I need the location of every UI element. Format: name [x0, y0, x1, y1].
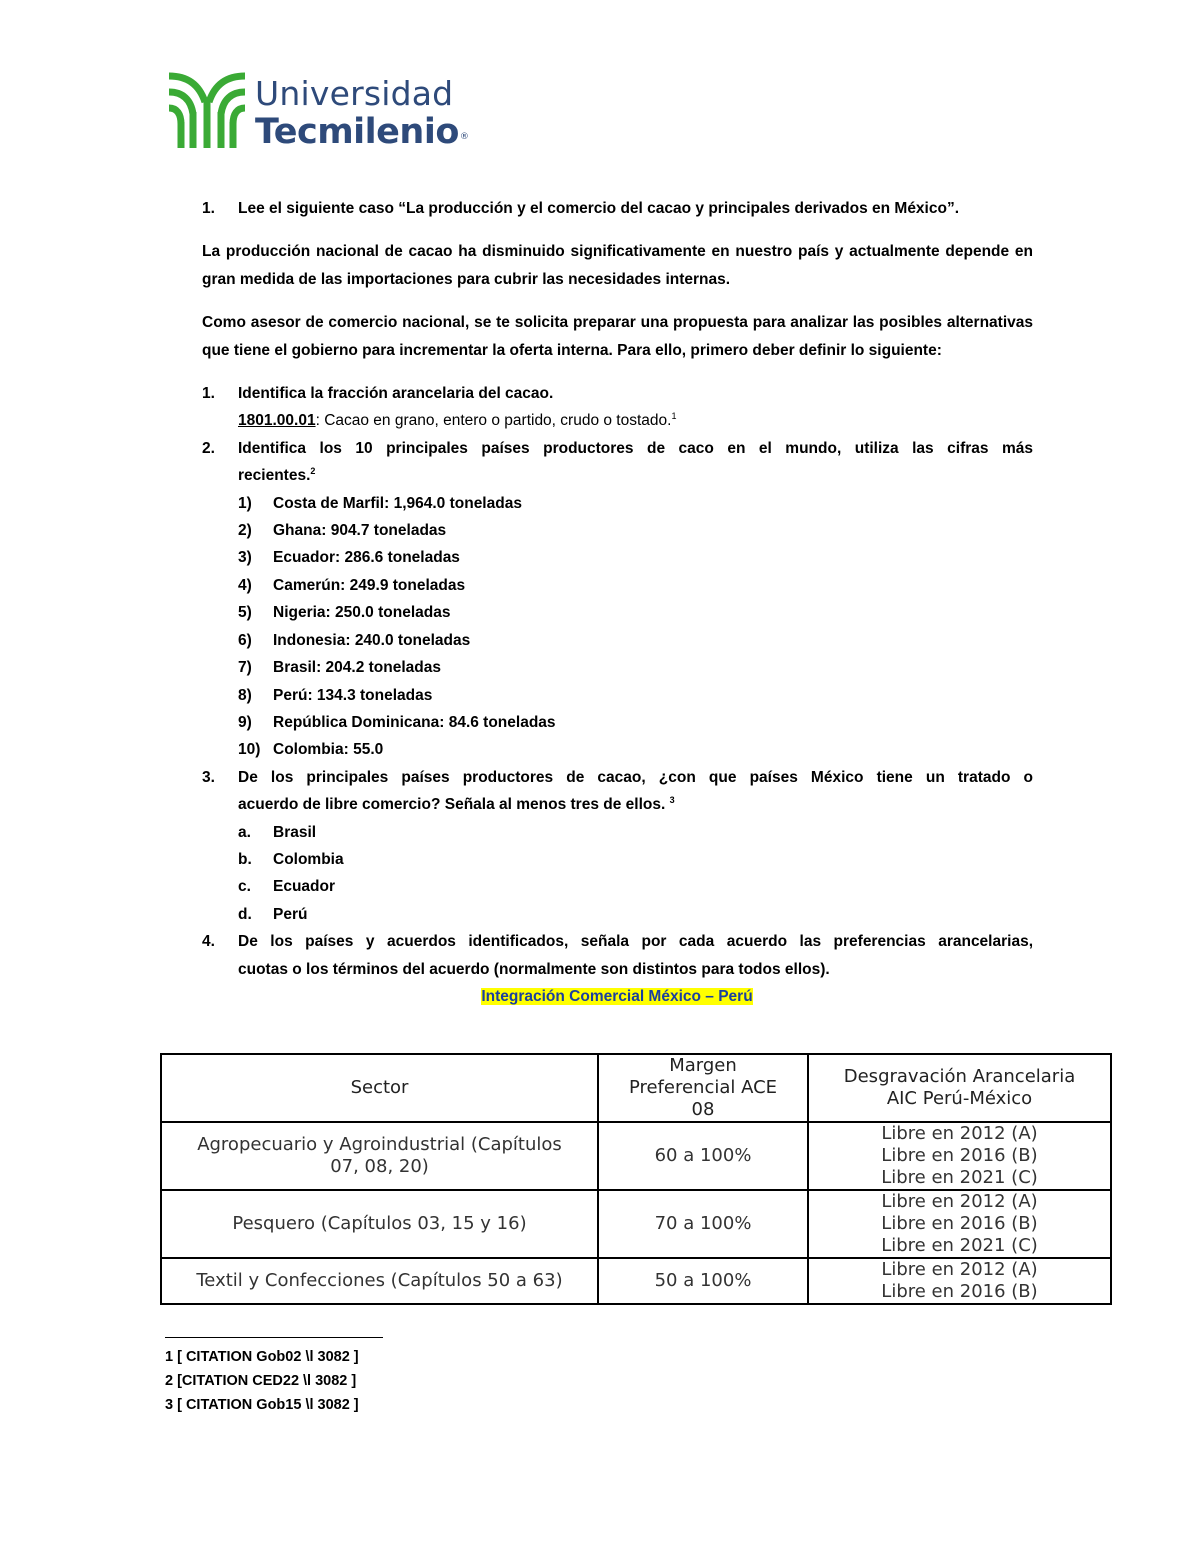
question-3-cont: acuerdo de libre comercio? Señala al menos tres de ellos. $^3$ — [238, 794, 675, 814]
list-item: 2) Ghana: 904.7 toneladas — [238, 522, 447, 540]
list-item: a. Brasil — [238, 823, 317, 841]
question-2-cont: recientes.$^2$ — [238, 466, 316, 485]
cell-sector: Pesquero (Capítulos 03, 15 y 16) — [161, 1190, 598, 1258]
list-item: 4) Camerún: 249.9 toneladas — [238, 576, 466, 594]
footnote-2: 2 [CITATION CED22 \l 3082 ] — [165, 1373, 357, 1389]
task-1: 1. Lee el siguiente caso “La producción y el comercio del cacao y principales derivados en México”. — [202, 200, 960, 217]
footnotes — [165, 1345, 359, 1417]
question-1-answer: 1801.00.01: Cacao en grano, entero o partido, crudo o tostado.$^1$ — [238, 411, 677, 430]
table-row — [161, 1258, 1111, 1304]
list-item: 5) Nigeria: 250.0 toneladas — [238, 604, 451, 622]
paragraph-2: Como asesor de comercio nacional, se te solicita preparar una propuesta para analizar las posibles alternativas que tiene el gobierno para incrementar la oferta interna. Para ello, primero deber definir lo siguiente: — [202, 314, 1033, 359]
footnote-3: 3 [ CITATION Gob15 \l 3082 ] — [165, 1397, 359, 1413]
list-item: 6) Indonesia: 240.0 toneladas — [238, 631, 471, 649]
cell-desgravacion: Libre en 2012 (A) Libre en 2016 (B) Libre en 2021 (C) — [808, 1122, 1111, 1190]
footnote-1: 1 [ CITATION Gob02 \l 3082 ] — [165, 1349, 359, 1365]
question-4: 4. De los países y acuerdos identificados, señala por cada acuerdo las preferencias arancelarias, — [202, 933, 1033, 951]
header-desgravacion: Desgravación Arancelaria AIC Perú-México — [808, 1054, 1111, 1122]
question-1: 1. Identifica la fracción arancelaria del cacao. — [202, 385, 554, 403]
table-header-row — [161, 1054, 1111, 1122]
table-row — [161, 1190, 1111, 1258]
cell-margin: 70 a 100% — [598, 1190, 808, 1258]
cell-desgravacion: Libre en 2012 (A) Libre en 2016 (B) — [808, 1258, 1111, 1304]
producers-list — [202, 490, 1033, 764]
list-item: 9) República Dominicana: 84.6 toneladas — [238, 713, 556, 731]
header-margin: Margen Preferencial ACE 08 — [598, 1054, 808, 1122]
list-item: c. Ecuador — [238, 878, 336, 896]
logo-text-universidad: Universidad — [255, 74, 454, 113]
document-body — [202, 195, 1033, 1010]
table-title: Integración Comercial México – Perú — [481, 987, 753, 1005]
paragraph-1: La producción nacional de cacao ha disminuido significativamente en nuestro país y actualmente depende en gran medida de las importaciones para cubrir las necesidades internas. — [202, 243, 1033, 288]
cell-margin: 60 a 100% — [598, 1122, 808, 1190]
list-item: 3) Ecuador: 286.6 toneladas — [238, 549, 460, 567]
list-item: 10) Colombia: 55.0 — [238, 741, 384, 759]
cell-sector: Textil y Confecciones (Capítulos 50 a 63) — [161, 1258, 598, 1304]
cell-margin: 50 a 100% — [598, 1258, 808, 1304]
logo-text-tecmilenio: Tecmilenio® — [255, 112, 469, 152]
question-4-cont: cuotas o los términos del acuerdo (normalmente son distintos para todos ellos). — [238, 960, 830, 978]
agreements-list — [202, 819, 1033, 929]
table-row — [161, 1122, 1111, 1190]
question-2: 2. Identifica los 10 principales países productores de caco en el mundo, utiliza las cifras más — [202, 439, 1033, 457]
list-item: d. Perú — [238, 905, 308, 923]
university-logo — [165, 68, 485, 158]
trade-table — [160, 1053, 1112, 1305]
list-item: b. Colombia — [238, 850, 344, 868]
footnote-separator — [165, 1337, 383, 1338]
question-3: 3. De los principales países productores de cacao, ¿con que países México tiene un tratado o — [202, 768, 1033, 786]
header-sector: Sector — [161, 1054, 598, 1122]
cell-sector: Agropecuario y Agroindustrial (Capítulos 07, 08, 20) — [161, 1122, 598, 1190]
list-item: 1) Costa de Marfil: 1,964.0 toneladas — [238, 494, 522, 512]
list-item: 7) Brasil: 204.2 toneladas — [238, 659, 441, 677]
logo-mark-icon — [165, 68, 249, 152]
cell-desgravacion: Libre en 2012 (A) Libre en 2016 (B) Libre en 2021 (C) — [808, 1190, 1111, 1258]
list-item: 8) Perú: 134.3 toneladas — [238, 686, 433, 704]
